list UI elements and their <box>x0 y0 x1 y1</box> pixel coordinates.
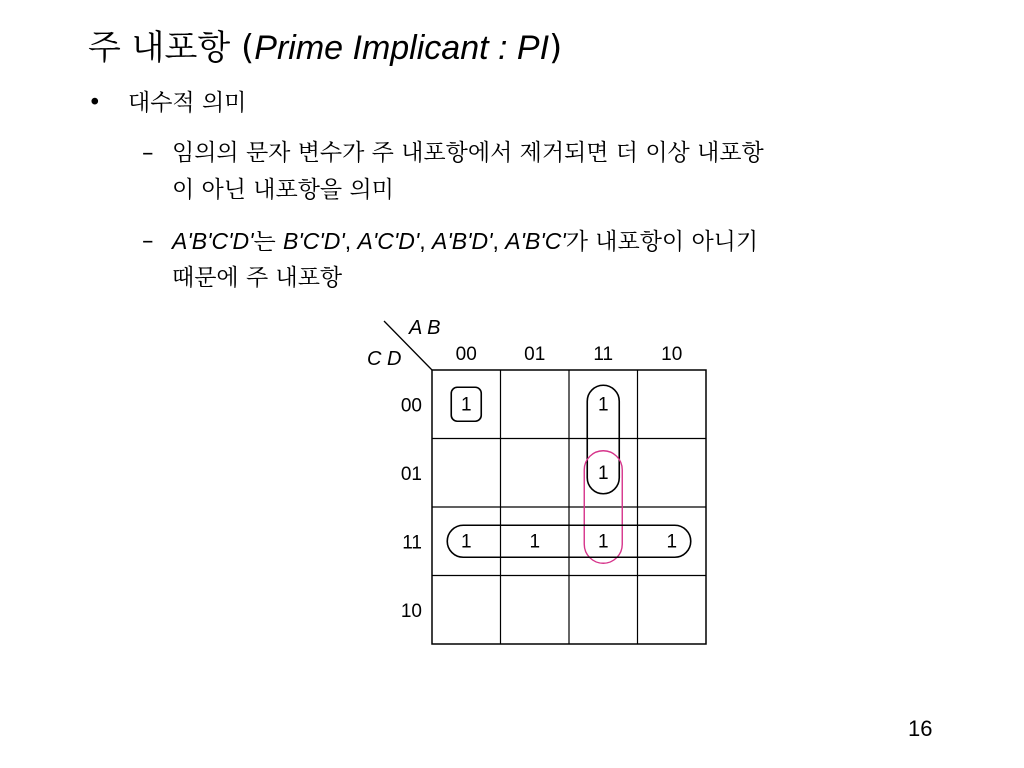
title-english: Prime Implicant : PI <box>254 29 550 67</box>
kmap-cell-value: 1 <box>597 531 609 553</box>
kmap-row-label: 10 <box>400 600 422 622</box>
karnaugh-map <box>355 315 725 655</box>
sep-1: , <box>344 228 358 254</box>
page-number: 16 <box>908 716 933 741</box>
sub-bullet-2-line-1 <box>172 226 758 257</box>
sub-bullet-1-line-2: 이 아닌 내포항을 의미 <box>172 177 394 203</box>
expr-a: B'C'D' <box>283 228 345 254</box>
kmap-row-variable: C D <box>367 348 402 370</box>
sep-3: , <box>492 228 506 254</box>
kmap-cell-value: 1 <box>597 462 609 484</box>
sub-bullet-marker-1: – <box>142 140 154 166</box>
kmap-row-label: 11 <box>402 532 422 554</box>
kmap-row-label: 01 <box>400 463 422 485</box>
sub-bullet-marker-2: – <box>142 228 154 254</box>
kmap-col-label: 11 <box>593 344 614 365</box>
kmap-col-label: 10 <box>661 344 683 365</box>
kmap-col-label: 00 <box>455 344 477 365</box>
kmap-row-label: 00 <box>400 395 422 417</box>
title-close-paren: ) <box>549 28 563 68</box>
sub-bullet-2-line-2: 때문에 주 내포항 <box>172 265 343 291</box>
sep-2: , <box>419 228 433 254</box>
expr-d: A'B'C' <box>505 228 566 254</box>
title-korean: 주 내포항 ( <box>88 28 255 68</box>
expr-c: A'B'D' <box>432 228 493 254</box>
kmap-cell-value: 1 <box>666 531 678 553</box>
expr-main: A'B'C'D' <box>172 228 254 254</box>
particle-2: 가 내포항이 아니기 <box>565 229 759 255</box>
particle-1: 는 <box>253 229 283 255</box>
kmap-cell-value: 1 <box>460 531 472 553</box>
kmap-cell-value: 1 <box>597 394 609 416</box>
sub-bullet-1-line-1: 임의의 문자 변수가 주 내포항에서 제거되면 더 이상 내포항 <box>172 140 764 166</box>
kmap-col-variable: A B <box>409 317 441 339</box>
kmap-cell-value: 1 <box>460 394 472 416</box>
bullet-text: 대수적 의미 <box>128 90 247 116</box>
slide-title <box>88 26 562 70</box>
kmap-col-label: 01 <box>524 344 546 365</box>
kmap-cell-value: 1 <box>529 531 541 553</box>
expr-b: A'C'D' <box>357 228 420 254</box>
bullet-marker: • <box>88 90 102 116</box>
kmap-grid <box>384 321 706 644</box>
